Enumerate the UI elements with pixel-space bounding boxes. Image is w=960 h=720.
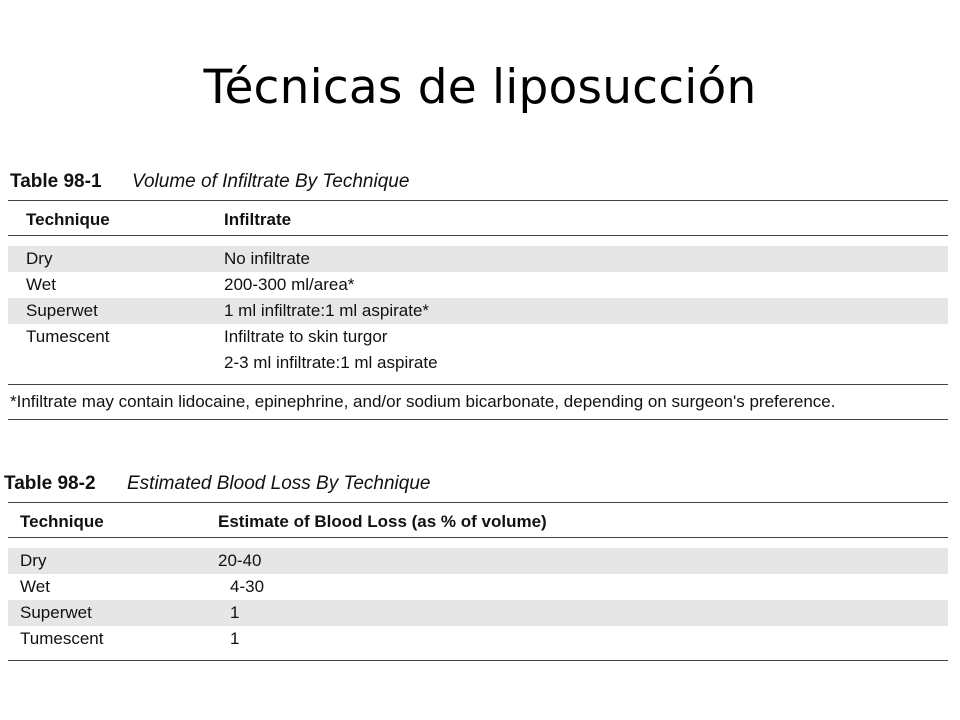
technique-cell: Dry <box>20 551 47 570</box>
technique-cell: Wet <box>26 275 56 294</box>
infiltrate-table <box>0 168 948 420</box>
infiltrate-cell: No infiltrate <box>224 249 310 268</box>
technique-cell: Tumescent <box>26 327 110 346</box>
table-number: Table 98-1 <box>10 171 102 192</box>
table-caption <box>0 470 948 502</box>
table-number: Table 98-2 <box>4 473 96 494</box>
blood-loss-cell: 1 <box>230 603 240 622</box>
table-row <box>8 298 948 324</box>
blood-loss-cell: 20-40 <box>218 551 262 570</box>
slide-title: Técnicas de liposucción <box>203 60 757 115</box>
table-caption <box>0 168 948 200</box>
infiltrate-cell: 200-300 ml/area* <box>224 275 355 294</box>
table-title: Estimated Blood Loss By Technique <box>127 473 431 494</box>
table-row <box>8 548 948 574</box>
blood-loss-cell: 1 <box>230 629 240 648</box>
technique-cell: Tumescent <box>20 629 104 648</box>
table-row <box>8 272 948 298</box>
table-row <box>8 324 948 376</box>
table-row <box>8 600 948 626</box>
infiltrate-cell-line2: 2-3 ml infiltrate:1 ml aspirate <box>224 353 438 372</box>
table-row <box>8 246 948 272</box>
table-header-row <box>0 503 948 537</box>
footnote-rule <box>8 384 948 385</box>
bottom-rule <box>8 660 948 661</box>
blood-loss-cell: 4-30 <box>230 577 265 596</box>
technique-cell: Superwet <box>20 603 92 622</box>
blood-loss-table <box>0 470 948 661</box>
column-header-blood-loss: Estimate of Blood Loss (as % of volume) <box>218 512 547 531</box>
table-title: Volume of Infiltrate By Technique <box>132 171 410 192</box>
table-body <box>0 236 948 384</box>
technique-cell: Dry <box>26 249 53 268</box>
bottom-rule <box>8 419 948 420</box>
table-header-row <box>0 201 948 235</box>
table-body <box>0 538 948 660</box>
table-row <box>8 626 948 652</box>
technique-cell: Wet <box>20 577 50 596</box>
infiltrate-cell: Infiltrate to skin turgor <box>224 327 388 346</box>
table-row <box>8 574 948 600</box>
technique-cell: Superwet <box>26 301 98 320</box>
column-header-infiltrate: Infiltrate <box>224 210 292 229</box>
table-footnote: *Infiltrate may contain lidocaine, epinephrine, and/or sodium bicarbonate, depending on surgeon's preference. <box>10 392 836 411</box>
infiltrate-cell: 1 ml infiltrate:1 ml aspirate* <box>224 301 430 320</box>
column-header-technique: Technique <box>26 210 110 229</box>
column-header-technique: Technique <box>20 512 104 531</box>
